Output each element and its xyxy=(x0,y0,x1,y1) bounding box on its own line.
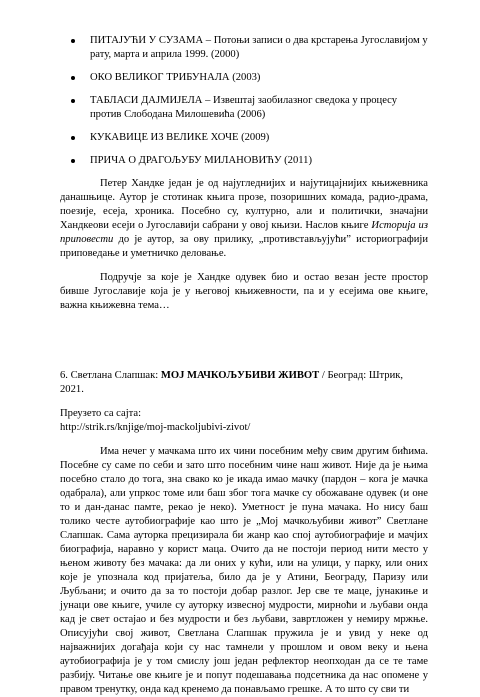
list-item-text: ТАБЛАСИ ДАЈМИЈЕЛА – Извештај заобилазног сведока у процесу против Слободана Милошевића (2006) xyxy=(90,95,398,120)
paragraph-text: до је аутор, за ову прилику, „противстављујући” историографији приповедање и уметничко деловање. xyxy=(60,234,428,259)
bullet-icon xyxy=(71,159,75,163)
region-paragraph: Подручје за које је Хандке одувек био и остао везан јесте простор бивше Југославије која је у његовој књижевности, па и у есејима ове књиге, важна књижевна тема… xyxy=(60,272,428,311)
bullet-icon xyxy=(71,136,75,140)
list-item-text: ПИТАЈУЋИ У СУЗАМА – Потоњи записи о два крстарења Југославијом у рату, марта и априла 1999. (2000) xyxy=(90,35,428,60)
bullet-list xyxy=(60,34,428,168)
handke-paragraph xyxy=(60,177,428,261)
source-url[interactable]: http://strik.rs/knjige/moj-mackoljubivi-zivot/ xyxy=(60,422,251,433)
entry-title: МОЈ МАЧКОЉУБИВИ ЖИВОТ xyxy=(160,370,320,381)
source-block xyxy=(60,407,428,435)
list-item-text: КУКАВИЦЕ ИЗ ВЕЛИКЕ ХОЧЕ (2009) xyxy=(90,132,270,143)
entry-publisher: / Београд: Штрик, 2021. xyxy=(60,370,404,395)
list-item xyxy=(60,154,428,168)
bullet-icon xyxy=(71,39,75,43)
list-item-text: ПРИЧА О ДРАГОЉУБУ МИЛАНОВИЋУ (2011) xyxy=(90,155,312,166)
review-paragraph: Има нечег у мачкама што их чини посебним међу свим другим бићима. Посебне су саме по себи и зато што посебним чине наш живот. Није да је њима посебно стало до тога, зна свако ко је икада имао мачку (пардон – кога је мачка одабрала), али упркос томе или баш због тога мачке су обожаване одувек (и оне то и дан-данас памте, рекао је неко). Уметност је пуна мачака. Но нису баш толико честе аутобиографије као што је „Мој мачкољубиви живот” Светлане Слапшак. Сама ауторка прецизирала би жанр као спој аутобиографије и мачјих биографија, наравно у корист маца. Очито да не постоји период нити место у њеном животу без мачака: да ли оних у кући, или на улици, у парку, или оних које је упознала код пријатеља, било да је у Атини, Београду, Паризу или Љубљани; и очито да за то постоји добар разлог. Јер све те маце, јунакиње и јунаци ове књиге, училе су ауторку извесној мудрости, мирноћи и љубави онда кад је свет остајао и без мудрости и без љубави, завртложен у немиру мржње. Описујући свој живот, Светлана Слапшак пружила је и увид у неке од најважнијих догађаја који су нас тамнели у прошлом и овом веку и њена аутобиографија је у том смислу још један рефлектор неопходан да се те таме разбију. Читање ове књиге је и попут подешавања подсетника да нас опомене у правом тренутку, онда кад кренемо да понављамо грешке. А то што су сви ти xyxy=(60,446,428,695)
entry-author: 6. Светлана Слапшак: xyxy=(60,370,161,381)
book-title-italic: Историја из приповести xyxy=(60,220,428,245)
list-item xyxy=(60,131,428,145)
list-item xyxy=(60,34,428,62)
bullet-icon xyxy=(71,99,75,103)
source-label: Преузето са сајта: xyxy=(60,408,142,419)
bullet-icon xyxy=(71,76,75,80)
list-item-text: ОКО ВЕЛИКОГ ТРИБУНАЛА (2003) xyxy=(90,72,261,83)
paragraph-text: Петер Хандке један је од најугледнијих и најутицајнијих књижевника данашњице. Аутор је стотинак књига прозе, позоришних комада, радио-драма, поезије, есеја, хроника. Посебно су, културно, али и политички, значајни Хандкеови есеји о Југославији сабрани у овој књизи. Наслов књиге xyxy=(60,178,428,231)
book-entry-heading xyxy=(60,369,428,397)
list-item xyxy=(60,71,428,85)
list-item xyxy=(60,94,428,122)
